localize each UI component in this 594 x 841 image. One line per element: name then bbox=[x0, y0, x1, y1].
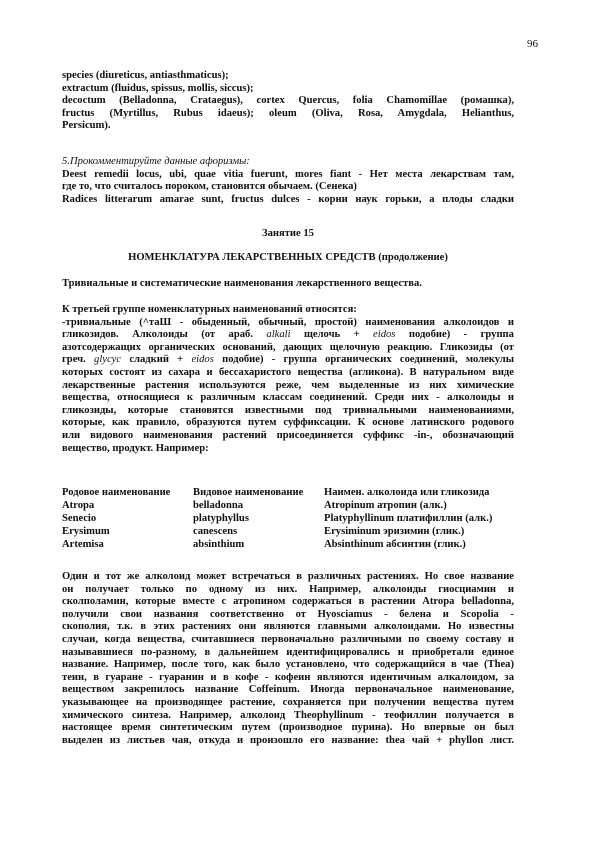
table-cell: Senecio bbox=[62, 513, 97, 524]
glycoside-alkaloid-table bbox=[62, 487, 514, 552]
text-line: вещества, относящиеся к различным классам соединений. Среди них - алколоиды и bbox=[62, 392, 514, 404]
aphorism-line: Deest remedii locus, ubi, quae vitia fuerunt, mores fiant - Нет места лекарствам там, bbox=[62, 168, 514, 180]
table-header-row bbox=[62, 487, 514, 500]
table-cell: absinthium bbox=[193, 539, 245, 550]
text-line: выделен из листьев чая, откуда и произошло его название: thea чай + phyllon лист. bbox=[62, 734, 514, 746]
text-line: species (diureticus, antiasthmaticus); bbox=[62, 70, 229, 81]
text-line: Один и тот же алколоид может встречаться в различных растениях. Но свое название bbox=[62, 571, 514, 582]
text-line: гликозиды, которые становятся известными под тривиальными наименованиями, bbox=[62, 404, 514, 416]
table-header: Видовое наименование bbox=[193, 487, 304, 498]
table-row bbox=[62, 513, 514, 526]
final-paragraph bbox=[62, 571, 514, 747]
text-line: греч. glycyc сладкий + eidos подобие) - группа органических соединений, молекулы bbox=[62, 354, 514, 366]
table-cell: canescens bbox=[193, 526, 238, 537]
table-row bbox=[62, 500, 514, 513]
table-cell: Atropa bbox=[62, 500, 95, 511]
text-line: лекарственные растения используются реже, чем выделенные из них химические bbox=[62, 379, 514, 391]
text-line: decoctum (Belladonna, Crataegus), cortex Quercus, folia Chamomillae (ромашка), bbox=[62, 95, 514, 107]
table-cell: Artemisa bbox=[62, 539, 104, 550]
aphorism-line: Radices litterarum amarae sunt, fructus dulces - корни наук горьки, а плоды сладки bbox=[62, 193, 514, 205]
text-line: вещество, продукт. Например: bbox=[62, 442, 209, 454]
text-line: которые, как правило, образуются путем суффиксации. К основе латинского родового bbox=[62, 417, 514, 429]
table-row bbox=[62, 526, 514, 539]
text-line: сколполамин, которые вместе с атропином содержаться в растении Atropa belladonna, bbox=[62, 596, 514, 608]
table-cell: belladonna bbox=[193, 500, 244, 511]
text-line: К третьей группе номенклатурных наименований относятся: bbox=[62, 304, 357, 315]
text-line: -тривиальные (^таШ - обыденный, обычный, простой) наименования алколоидов и bbox=[62, 316, 514, 328]
text-line: называвшиеся по-разному, в дальнейшем идентифицировались и приобретали единое bbox=[62, 646, 514, 658]
text-line: или видового наименования растений присоединяется суффикс -in-, обозначающий bbox=[62, 429, 514, 441]
text-line: случаи, когда вещества, считавшиеся первоначально различными по своему составу и bbox=[62, 633, 514, 645]
text-line: fructus (Myrtillus, Rubus idaeus); oleum (Oliva, Rosa, Amygdala, Helianthus, bbox=[62, 107, 514, 119]
page-number: 96 bbox=[527, 38, 538, 50]
text-line: азотсодержащих органических оснований, дающих щелочную реакцию. Гликозиды (от bbox=[62, 341, 514, 353]
text-line: указывающее на производящее растение, сохраняется при получении вещества путем bbox=[62, 696, 514, 708]
text-line: скополия, т.к. в этих растениях они являются главными алколоидами. Но известны bbox=[62, 621, 514, 633]
aphorism-line: где то, что считалось пороком, становится обычаем. (Сенека) bbox=[62, 181, 357, 193]
section-title: НОМЕНКЛАТУРА ЛЕКАРСТВЕННЫХ СРЕДСТВ (продолжение) bbox=[128, 252, 448, 263]
table-cell: Platyphyllinum платифиллин (алк.) bbox=[324, 513, 493, 524]
text-line: веществом закрепилось название Coffeinum. Иногда первоначальное наименование, bbox=[62, 684, 514, 696]
table-cell: Erysiminum эризимин (глик.) bbox=[324, 526, 465, 537]
table-header: Родовое наименование bbox=[62, 487, 171, 498]
task-heading: 5.Прокомментируйте данные афоризмы: bbox=[62, 156, 250, 167]
table-row bbox=[62, 539, 514, 552]
text-line: Persicum). bbox=[62, 120, 111, 132]
table-cell: platyphyllus bbox=[193, 513, 249, 524]
task-5 bbox=[62, 156, 514, 206]
intro-paragraph bbox=[62, 304, 514, 455]
text-line: теин, в гуаране - гуаранин и в кофе - кофеин являются идентичным алкалоидом, за bbox=[62, 671, 514, 683]
section-subtitle: Тривиальные и систематические наименования лекарственного вещества. bbox=[62, 278, 422, 289]
text-line: химического синтеза. Например, алколоид Theophyllinum - теофиллин получается в bbox=[62, 709, 514, 721]
text-line: получили свои названия соответственно от Hyosciamus - белена и Scopolia - bbox=[62, 608, 514, 620]
text-line: настоящее время синтетическим путем (производное пурина). Но впервые он был bbox=[62, 722, 514, 734]
dosage-forms-list bbox=[62, 70, 514, 133]
text-line: название. Например, после того, как было установлено, что содержащийся в чае (Thea) bbox=[62, 659, 514, 671]
text-line: гликозидов. Алколоиды (от араб. alkali щелочь + eidos подобие) - группа bbox=[62, 329, 514, 341]
text-line: он получает только по одному из них. Например, алколоиды гиосциамин и bbox=[62, 583, 514, 595]
table-header: Наимен. алколоида или гликозида bbox=[324, 487, 490, 498]
table-cell: Atropinum атропин (алк.) bbox=[324, 500, 447, 511]
text-line: extractum (fluidus, spissus, mollis, siccus); bbox=[62, 82, 254, 94]
table-cell: Absinthinum абсинтин (глик.) bbox=[324, 539, 466, 550]
text-line: которых состоят из сахара и бессахаристого вещества (агликона). В натуральном виде bbox=[62, 366, 514, 378]
table-cell: Erysimum bbox=[62, 526, 110, 537]
lesson-title: Занятие 15 bbox=[262, 228, 314, 239]
